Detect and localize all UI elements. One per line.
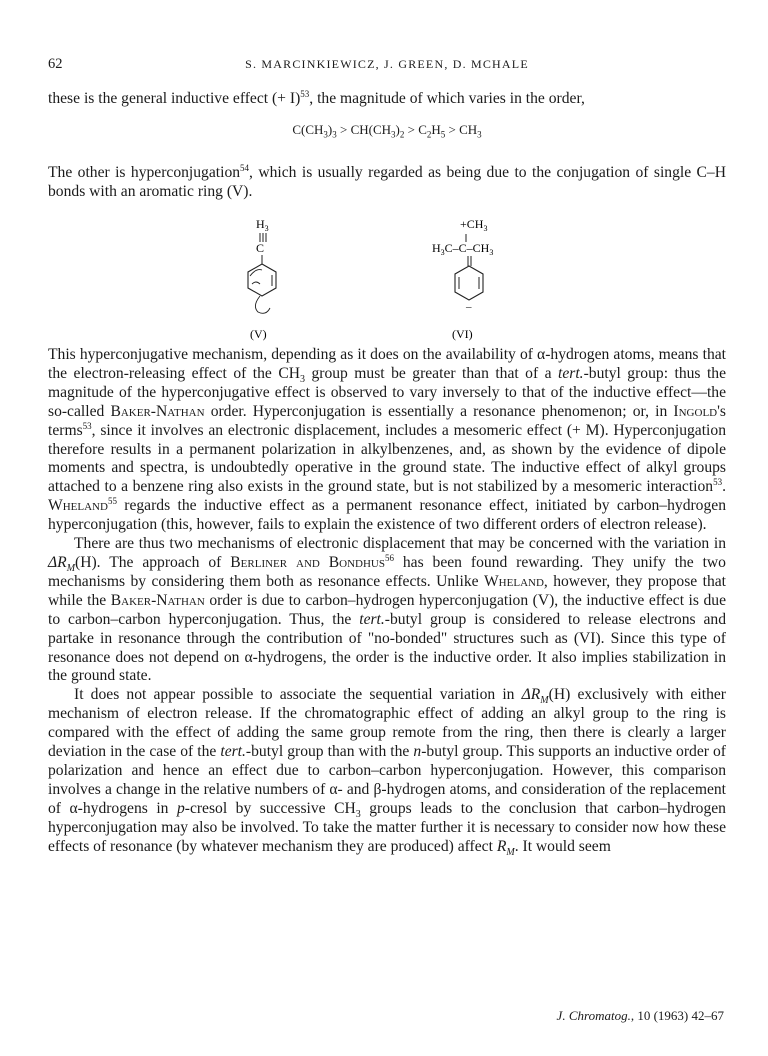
running-head: S. MARCINKIEWICZ, J. GREEN, D. MCHALE: [245, 57, 529, 71]
inductive-order-formula: $C(CH_3)_3 > CH(CH_3)_2 > C_2H_5 > CH_3$: [292, 122, 482, 140]
chemical-structures: [200, 212, 560, 344]
page-header: [48, 56, 726, 78]
structure-vi: [432, 217, 493, 341]
paragraph-2-text: The other is hyperconjugation$^{54}$, which is usually regarded as being due to the conjugation of single C–H bonds with an aromatic ring (V).: [48, 162, 726, 200]
reference-53: 53: [300, 88, 310, 99]
structure-vi-top: $+CH_3$: [460, 217, 488, 233]
structure-vi-middle: $H_3C-C-CH_3$: [432, 241, 494, 257]
paragraph-1-text: these is the general inductive effect (+ I)$^{53}$, the magnitude of which varies in the order,: [48, 88, 585, 107]
structure-v-carbon: C: [256, 241, 265, 255]
paragraph-4: There are thus two mechanisms of electronic displacement that may be concerned with the variation in $\Delta R_M(H)$. The approach of Berliner and Bondhus$^{56}$ has been found rewarding. They unify the two mechanisms by considering them both as resonance effects. Unlike Wheland, however, they propose that while the Baker-Nathan order is due to carbon–hydrogen hyperconjugation (V), the inductive effect is due to carbon–carbon hyperconjugation. Thus, the tert.-butyl group is considered to release electrons and partake in resonance through the contribution of "no-bonded" structures such as (VI). Since this type of resonance does not depend on α-hydrogens, the order is the inductive order. It also implies stabilization in the ground state.: [48, 535, 727, 685]
structure-vi-minus-charge: –: [466, 301, 472, 313]
journal-name: J. Chromatog.: [556, 1008, 631, 1023]
structure-vi-label: (VI): [452, 327, 473, 341]
page-number: 62: [48, 56, 63, 72]
journal-citation: [557, 1008, 724, 1024]
structure-v-h3: $H_3$: [256, 217, 269, 233]
paragraph-1: [48, 90, 726, 109]
reference-54: 54: [240, 162, 250, 173]
paragraph-3: This hyperconjugative mechanism, depending as it does on the availability of α-hydrogen atoms, means that the electron-releasing effect of the $CH_3$ group must be greater than that of a tert.-butyl group: thus the magnitude of the hyperconjugative effect is observed to vary inversely to that of the inductive effect—the so-called Baker-Nathan order. Hyperconjugation is essentially a resonance phenomenon; or, in Ingold's terms$^{53}$, since it involves an electronic displacement, includes a mesomeric effect (+ M). Hyperconjugation therefore results in a permanent polarization in alkylbenzenes, and, as shown by the evidence of dipole moments and spectra, is undoubtedly operative in the ground state. The inductive effect of alkyl groups attached to a benzene ring also exists in the ground state, but is not stabilized by a mesomeric interaction$^{53}$. Wheland$^{55}$ regards the inductive effect as a permanent resonance effect, initiated by carbon–hydrogen hyperconjugation (this, however, fails to explain the existence of two different orders of electron release).: [48, 346, 726, 534]
structure-v-label: (V): [250, 327, 267, 341]
body-text: [48, 346, 726, 856]
structure-v: [248, 217, 276, 341]
journal-volume: , 10 (1963) 42–67: [630, 1008, 724, 1023]
paragraph-2: [48, 164, 726, 202]
paragraph-5: It does not appear possible to associate the sequential variation in $\Delta R_M(H)$ exclusively with either mechanism of electron release. If the chromatographic effect of adding an alkyl group to the ring is compared with the effect of adding the same group remote from the ring, then there is clearly a larger deviation in the case of the tert.-butyl group than with the n-butyl group. This supports an inductive order of polarization and hence an effect due to carbon–carbon hyperconjugation. However, this comparison involves a change in the relative numbers of α- and β-hydrogen atoms, and consideration of the replacement of α-hydrogens in p-cresol by successive $CH_3$ groups leads to the conclusion that carbon–hydrogen hyperconjugation may also be involved. To take the matter further it is necessary to consider now how these effects of resonance (by whatever mechanism they are produced) affect $R_M$. It would seem: [48, 686, 726, 858]
